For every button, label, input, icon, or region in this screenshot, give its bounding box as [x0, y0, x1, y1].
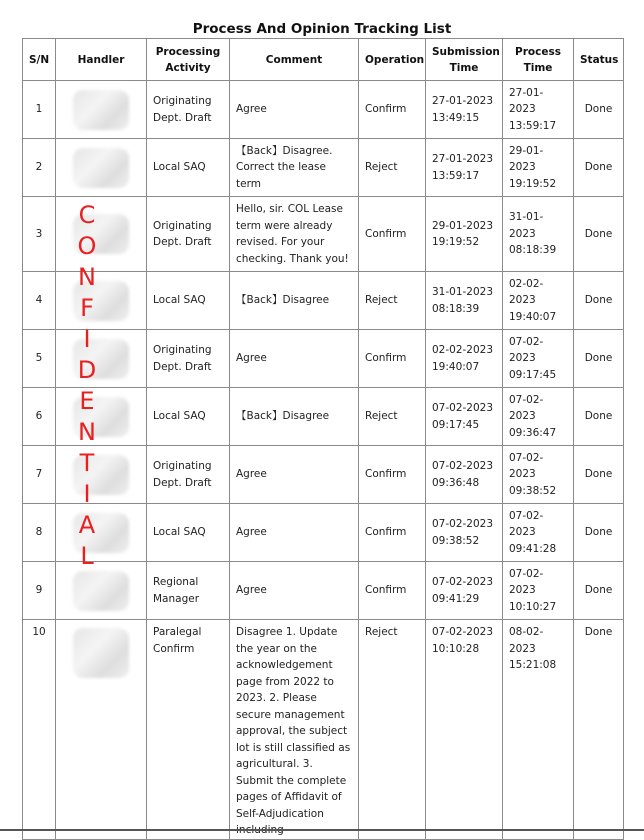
cell-status: Done: [574, 81, 624, 139]
cell-comment: Disagree 1. Update the year on the acknowledgement page from 2022 to 2023. 2. Please secure management approval, the subject lot is still classified as agricultural. 3. Submit the complete pages of Affidavit of Self-Adjudication: [230, 620, 359, 840]
watermark-letter: D: [77, 356, 97, 384]
cell-submission-time: 27-01-2023 13:49:15: [426, 81, 503, 139]
cell-comment: Agree: [230, 504, 359, 562]
cell-operation: Confirm: [359, 562, 426, 620]
cell-process-time: 07-02-2023 09:41:28: [503, 504, 574, 562]
header-process-time: Process Time: [503, 39, 574, 81]
cell-activity: Originating Dept. Draft: [147, 197, 230, 272]
redaction-blur: [73, 513, 129, 553]
cell-operation: Confirm: [359, 330, 426, 388]
header-comment: Comment: [230, 39, 359, 81]
cell-sn: 7: [23, 446, 56, 504]
cell-status: Done: [574, 139, 624, 197]
cell-operation: Confirm: [359, 504, 426, 562]
cell-activity: Originating Dept. Draft: [147, 446, 230, 504]
table-row: [23, 330, 624, 388]
watermark-letter: A: [78, 511, 96, 539]
cell-submission-time: 07-02-2023 09:36:48: [426, 446, 503, 504]
cell-sn: 6: [23, 388, 56, 446]
cell-activity: Local SAQ: [147, 139, 230, 197]
redaction-blur: [73, 214, 129, 254]
tracking-table: [22, 38, 624, 840]
cell-comment: 【Back】Disagree: [230, 388, 359, 446]
cell-handler-redacted: [56, 446, 147, 504]
cell-status: Done: [574, 388, 624, 446]
cell-submission-time: 29-01-2023 19:19:52: [426, 197, 503, 272]
header-submission-time: Submission Time: [426, 39, 503, 81]
cell-operation: Reject: [359, 388, 426, 446]
cell-operation: Confirm: [359, 81, 426, 139]
document-title: Process And Opinion Tracking List: [192, 21, 452, 37]
redaction-blur: [73, 571, 129, 611]
watermark-letter: N: [78, 263, 96, 291]
cell-status: Done: [574, 504, 624, 562]
cell-sn: 3: [23, 197, 56, 272]
table-row: [23, 139, 624, 197]
cell-handler-redacted: [56, 197, 147, 272]
cell-process-time: 27-01-2023 13:59:17: [503, 81, 574, 139]
cell-handler-redacted: [56, 620, 147, 840]
cell-status: Done: [574, 562, 624, 620]
cell-status: Done: [574, 446, 624, 504]
watermark-letter: T: [79, 449, 95, 477]
cell-handler-redacted: [56, 139, 147, 197]
cell-comment: Agree: [230, 562, 359, 620]
header-activity: Processing Activity: [147, 39, 230, 81]
cell-process-time: 07-02-2023 09:17:45: [503, 330, 574, 388]
cell-comment: 【Back】Disagree. Correct the lease term: [230, 139, 359, 197]
table-row: [23, 197, 624, 272]
redaction-blur: [73, 628, 129, 678]
cell-activity: Originating Dept. Draft: [147, 81, 230, 139]
cell-submission-time: 07-02-2023 09:17:45: [426, 388, 503, 446]
cell-activity: Local SAQ: [147, 388, 230, 446]
cell-sn: 10: [23, 620, 56, 840]
cell-process-time: 07-02-2023 09:36:47: [503, 388, 574, 446]
table-row: [23, 620, 624, 840]
cell-status: Done: [574, 272, 624, 330]
cell-operation: Confirm: [359, 446, 426, 504]
watermark-letter: I: [83, 325, 91, 353]
cell-submission-time: 07-02-2023 09:38:52: [426, 504, 503, 562]
cell-operation: Reject: [359, 139, 426, 197]
watermark-letter: C: [78, 201, 96, 229]
cell-process-time: 08-02-2023 15:21:08: [503, 620, 574, 840]
cell-process-time: 02-02-2023 19:40:07: [503, 272, 574, 330]
cell-submission-time: 02-02-2023 19:40:07: [426, 330, 503, 388]
cell-sn: 9: [23, 562, 56, 620]
redaction-blur: [73, 281, 129, 321]
cell-submission-time: 07-02-2023 10:10:28: [426, 620, 503, 840]
cell-status: Done: [574, 197, 624, 272]
cell-comment: Agree: [230, 81, 359, 139]
cell-sn: 1: [23, 81, 56, 139]
cell-activity: Local SAQ: [147, 504, 230, 562]
cell-activity: Local SAQ: [147, 272, 230, 330]
cell-sn: 8: [23, 504, 56, 562]
cell-operation: Confirm: [359, 197, 426, 272]
cell-sn: 4: [23, 272, 56, 330]
cell-process-time: 31-01-2023 08:18:39: [503, 197, 574, 272]
header-handler: Handler: [56, 39, 147, 81]
watermark-letter: N: [78, 418, 96, 446]
page-bottom-divider: [0, 829, 644, 831]
table-row: [23, 562, 624, 620]
table-row: [23, 388, 624, 446]
cell-handler-redacted: [56, 330, 147, 388]
redaction-blur: [73, 339, 129, 379]
cell-activity: Regional Manager: [147, 562, 230, 620]
cell-comment: Agree: [230, 446, 359, 504]
watermark-letter: I: [83, 480, 91, 508]
cell-sn: 5: [23, 330, 56, 388]
cell-activity: Originating Dept. Draft: [147, 330, 230, 388]
header-operation: Operation: [359, 39, 426, 81]
cell-submission-time: 27-01-2023 13:59:17: [426, 139, 503, 197]
cell-operation: Reject: [359, 620, 426, 840]
table-row: [23, 272, 624, 330]
cell-handler-redacted: [56, 272, 147, 330]
header-status: Status: [574, 39, 624, 81]
table-row: [23, 446, 624, 504]
header-row: [23, 39, 624, 81]
redaction-blur: [73, 455, 129, 495]
cell-comment: Agree: [230, 330, 359, 388]
cell-sn: 2: [23, 139, 56, 197]
cell-process-time: 07-02-2023 10:10:27: [503, 562, 574, 620]
table-row: [23, 504, 624, 562]
cell-submission-time: 31-01-2023 08:18:39: [426, 272, 503, 330]
cell-handler-redacted: [56, 388, 147, 446]
redaction-blur: [73, 90, 129, 130]
cell-comment: 【Back】Disagree: [230, 272, 359, 330]
redaction-blur: [73, 148, 129, 188]
watermark-letter: L: [80, 542, 94, 570]
watermark-letter: F: [80, 294, 94, 322]
cell-status: Done: [574, 330, 624, 388]
cell-handler-redacted: [56, 81, 147, 139]
cell-handler-redacted: [56, 504, 147, 562]
cell-operation: Reject: [359, 272, 426, 330]
watermark-letter: E: [79, 387, 95, 415]
header-sn: S/N: [23, 39, 56, 81]
redaction-blur: [73, 397, 129, 437]
cell-handler-redacted: [56, 562, 147, 620]
table-row: [23, 81, 624, 139]
watermark-letter: O: [77, 232, 97, 260]
cell-process-time: 07-02-2023 09:38:52: [503, 446, 574, 504]
cell-process-time: 29-01-2023 19:19:52: [503, 139, 574, 197]
cell-status: Done: [574, 620, 624, 840]
cell-activity: Paralegal Confirm: [147, 620, 230, 840]
cell-submission-time: 07-02-2023 09:41:29: [426, 562, 503, 620]
cell-comment: Hello, sir. COL Lease term were already revised. For your checking. Thank you!: [230, 197, 359, 272]
